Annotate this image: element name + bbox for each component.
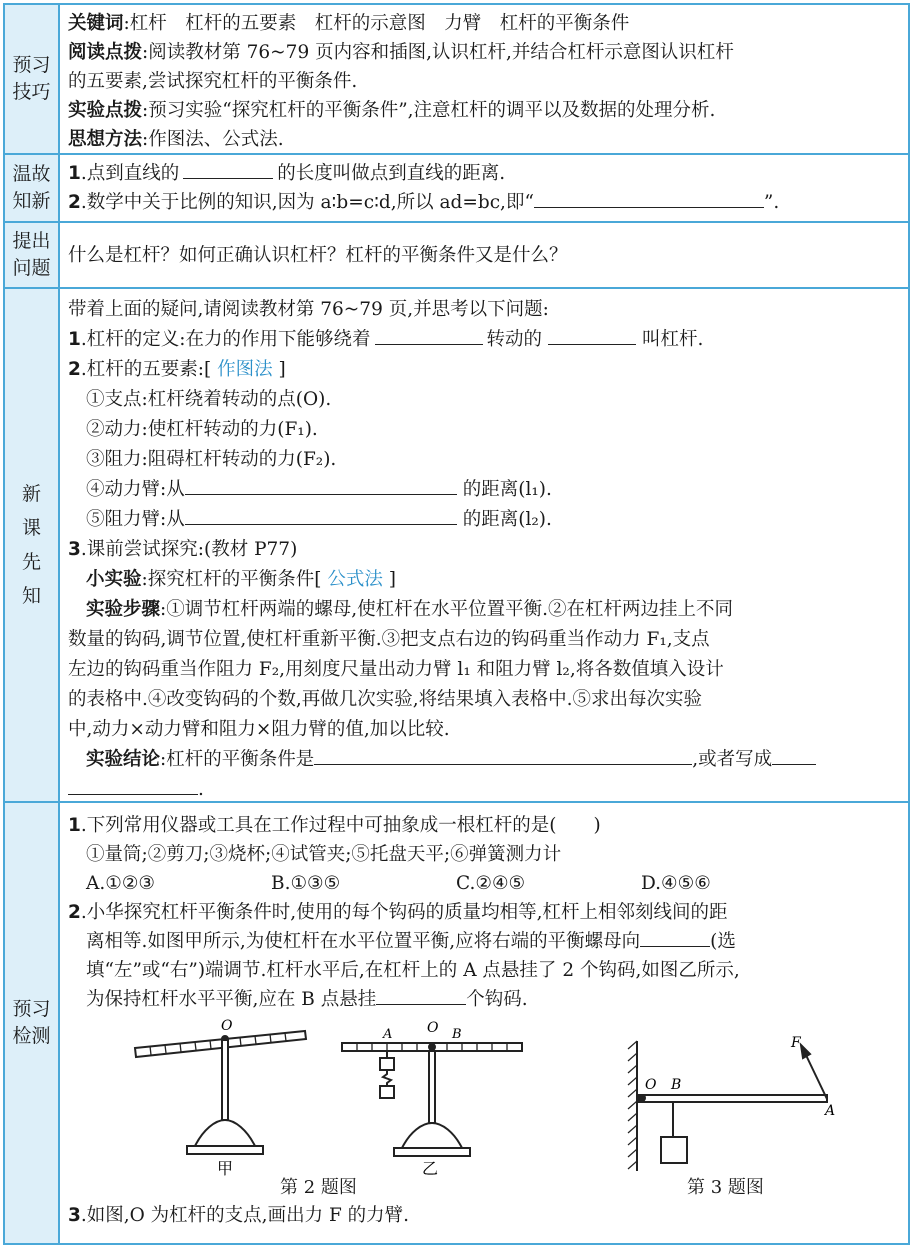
option-d[interactable]: D.④⑤⑥ bbox=[641, 873, 711, 894]
answer-blank[interactable] bbox=[534, 189, 764, 208]
answer-options bbox=[68, 869, 900, 898]
section-label-preview: 预习技巧 bbox=[5, 5, 60, 153]
preview-tips-section bbox=[5, 5, 908, 155]
keywords-title: 关键词 bbox=[68, 13, 124, 34]
section-label-test: 预习检测 bbox=[5, 803, 60, 1243]
figure-yi-lever bbox=[330, 1018, 540, 1178]
method-tag: 公式法 bbox=[321, 569, 389, 590]
review-section bbox=[5, 155, 908, 223]
question-section bbox=[5, 223, 908, 289]
point-o-label: O bbox=[221, 1018, 233, 1034]
answer-blank[interactable] bbox=[185, 506, 457, 525]
section-label-review: 温故知新 bbox=[5, 155, 60, 221]
answer-blank[interactable] bbox=[68, 776, 198, 795]
figure-label-yi: 乙 bbox=[422, 1159, 439, 1178]
experiment-text: :预习实验“探究杠杆的平衡条件”,注意杠杆的调平以及数据的处理分析. bbox=[142, 100, 716, 121]
method-tag: 作图法 bbox=[211, 359, 279, 380]
section-label-question: 提出问题 bbox=[5, 223, 60, 287]
test-section bbox=[5, 803, 908, 1243]
answer-blank[interactable] bbox=[376, 986, 466, 1005]
point-a-label: A bbox=[383, 1027, 393, 1042]
point-b-label: B bbox=[452, 1027, 462, 1042]
method-text: :作图法、公式法. bbox=[142, 129, 284, 150]
experiment-title: 实验点拨 bbox=[68, 100, 143, 121]
point-b-label: B bbox=[671, 1077, 682, 1093]
figure-2-caption: 第 2 题图 bbox=[280, 1177, 357, 1198]
new-lesson-section bbox=[5, 289, 908, 803]
question-text: 什么是杠杆？如何正确认识杠杆？杠杆的平衡条件又是什么？ bbox=[68, 245, 568, 266]
figure-3-caption: 第 3 题图 bbox=[687, 1177, 764, 1198]
test-content: 1.下列常用仪器或工具在工作过程中可抽象成一根杠杆的是( ) ①量筒;②剪刀;③烧杯;④试管夹;⑤托盘天平;⑥弹簧测力计 A.①②③ B.①③⑤ C.②④⑤ D.④⑤⑥ 2.小华探究杠杆平衡条件时,使用的每个钩码的质量均相等,杠杆上相邻刻线间的距 离相等.如图甲所示,为使杠杆在水平位置平衡,应将右端的平衡螺母向 (选 填“左”或“右”)端调节.杠杆水平后,在杠杆上的 A 点悬挂了 2 个钩码,如图乙所示, 为保持杠杆水平平衡,应在 B 点悬挂 个钩码. bbox=[68, 811, 900, 1014]
keywords-text: :杠杆 杠杆的五要素 杠杆的示意图 力臂 杠杆的平衡条件 bbox=[123, 13, 630, 34]
answer-blank[interactable] bbox=[183, 160, 273, 179]
answer-blank[interactable] bbox=[772, 746, 816, 765]
force-f-label: F bbox=[791, 1035, 801, 1051]
section-label-new-lesson: 新课先知 bbox=[5, 289, 60, 801]
answer-blank[interactable] bbox=[185, 476, 457, 495]
point-a-label: A bbox=[825, 1103, 836, 1119]
answer-blank[interactable] bbox=[548, 326, 636, 345]
option-b[interactable]: B.①③⑤ bbox=[271, 873, 341, 894]
worksheet bbox=[3, 3, 910, 1245]
reading-text: :阅读教材第 76~79 页内容和插图,认识杠杆,并结合杠杆示意图认识杠杆 bbox=[142, 42, 734, 63]
answer-blank[interactable] bbox=[640, 928, 710, 947]
method-title: 思想方法 bbox=[68, 129, 143, 150]
figure-jia-lever bbox=[125, 1018, 325, 1178]
answer-blank[interactable] bbox=[375, 326, 483, 345]
point-o-label: O bbox=[645, 1077, 657, 1093]
answer-blank[interactable] bbox=[314, 746, 692, 765]
reading-text-2: 的五要素,尝试探究杠杆的平衡条件. bbox=[68, 71, 358, 92]
review-content: 1.点到直线的 的长度叫做点到直线的距离. 2.数学中关于比例的知识,因为 a∶b=c∶d,所以 ad=bc,即“ ”. bbox=[68, 159, 900, 217]
point-o-label: O bbox=[427, 1020, 439, 1036]
q3-content: 3.如图,O 为杠杆的支点,画出力 F 的力臂. bbox=[68, 1205, 410, 1226]
figure-3-lever bbox=[625, 1031, 855, 1181]
option-a[interactable]: A.①②③ bbox=[86, 873, 155, 894]
preview-content bbox=[68, 9, 900, 154]
question-content bbox=[68, 241, 900, 270]
new-lesson-content: 带着上面的疑问,请阅读教材第 76~79 页,并思考以下问题: 1.杠杆的定义:在力的作用下能够绕着 转动的 叫杠杆. 2.杠杆的五要素:[ 作图法 ] ①支点:杠杆绕着转动的点(O). ②动力:使杠杆转动的力(F₁). ③阻力:阻碍杠杆转动的力(F₂). ④动力臂:从 的距离(l₁). ⑤阻力臂:从 的距离(l₂). 3.课前尝试探究:(教材 P77) 小实验:探究杠杆的平衡条件[ 公式法 ] 实验步骤:①调节杠杆两端的螺母,使杠杆在水平位置平衡.②在杠杆两边挂上不同 数量的钩码,调节位置,使杠杆重新平衡.③把支点右边的钩码重当作动力 F₁,支点 左边的钩码重当作阻力 F₂,用刻度尺量出动力臂 l₁ 和阻力臂 l₂,将各数值填入设计 的表格中.④改变钩码的个数,再做几次实验,将结果填入表格中.⑤求出每次实验 中,动力×动力臂和阻力×阻力臂的值,加以比较. 实验结论:杠杆的平衡条件是 ,或者写成 . bbox=[68, 295, 900, 805]
option-c[interactable]: C.②④⑤ bbox=[456, 873, 526, 894]
reading-title: 阅读点拨 bbox=[68, 42, 143, 63]
figure-label-jia: 甲 bbox=[217, 1159, 234, 1178]
